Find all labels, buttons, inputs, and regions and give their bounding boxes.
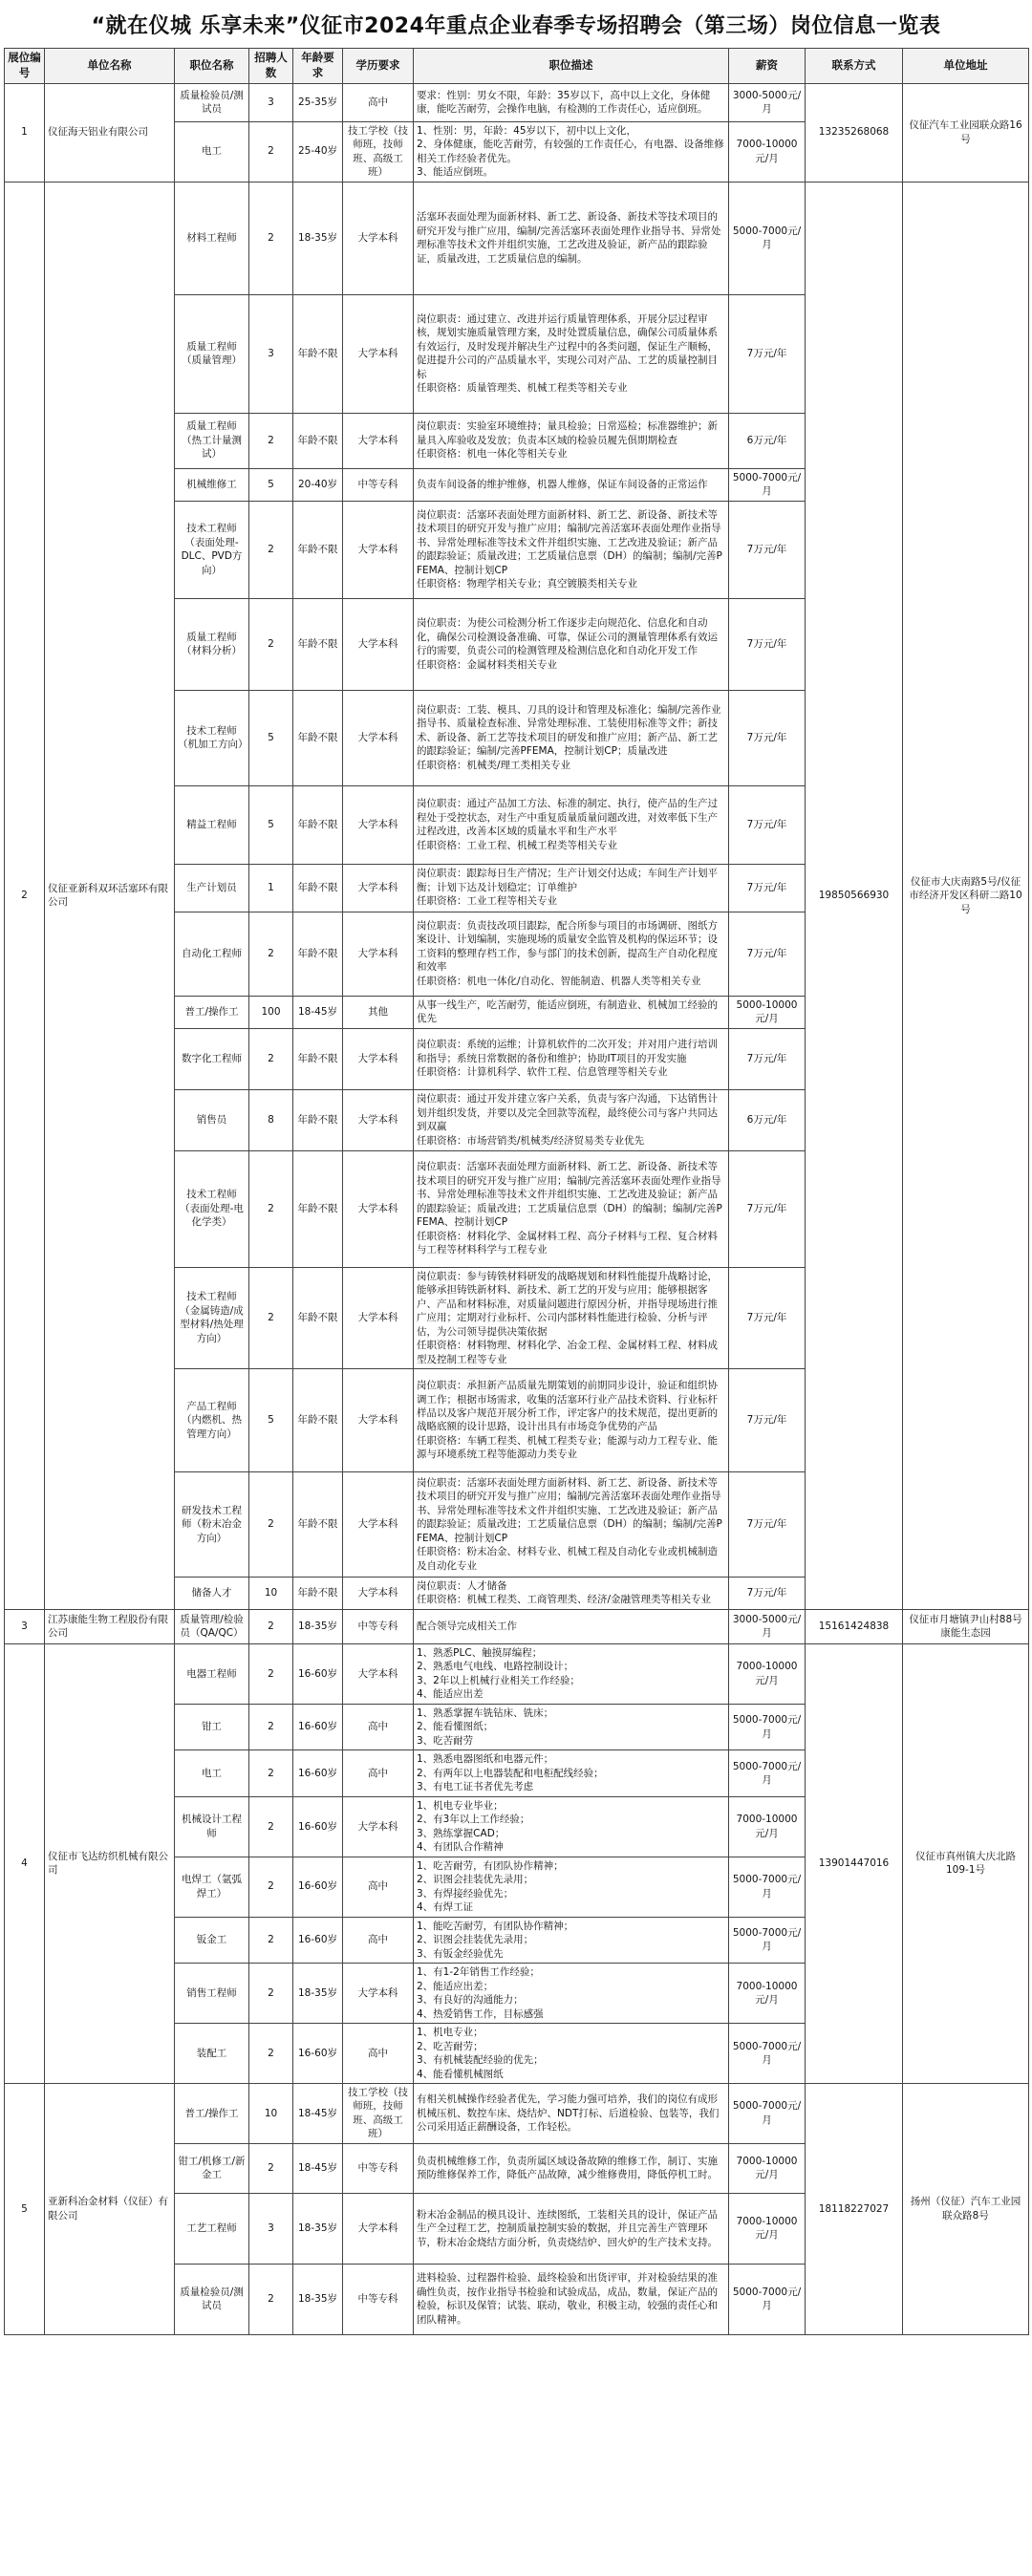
job-description: 岗位职责：工装、模具、刀具的设计和管理及标准化；编制/完善作业指导书、质量检查标准、异常处理标准、工装使用标准等文件；新技术、新设备、新工艺等技术项目的研发和推广应用；新产品、新工艺的跟踪验证；编制/完善PFEMA，控制计划CP；质量改进 任职资格：机械类/理工类相关专业 (414, 690, 729, 785)
job-count: 2 (249, 1857, 293, 1917)
company-phone: 19850566930 (806, 182, 903, 1609)
job-age: 年龄不限 (293, 1267, 343, 1368)
company-phone: 13235268068 (806, 83, 903, 182)
job-description: 1、吃苦耐劳，有团队协作精神； 2、识图会挂装优先录用； 3、有焊接经验优先； 4、有焊工证 (414, 1857, 729, 1917)
job-salary: 5000-7000元/月 (729, 1857, 806, 1917)
job-count: 3 (249, 83, 293, 121)
job-age: 年龄不限 (293, 690, 343, 785)
job-description: 有相关机械操作经验者优先，学习能力强可培养，我们的岗位有成形机械压机、数控车床、烧结炉、NDT打标、后道检验、包装等，我们公司采用适正薪酬设备，工作轻松。 (414, 2084, 729, 2144)
job-education: 高中 (343, 2024, 414, 2084)
job-age: 年龄不限 (293, 912, 343, 996)
job-title: 质量工程师（质量管理） (175, 294, 249, 413)
job-count: 2 (249, 1267, 293, 1368)
job-age: 18-45岁 (293, 996, 343, 1028)
job-description: 1、能吃苦耐劳，有团队协作精神； 2、识图会挂装优先录用； 3、有钣金经验优先 (414, 1917, 729, 1963)
job-education: 大学本科 (343, 1150, 414, 1267)
job-education: 高中 (343, 83, 414, 121)
company-address: 仪征市大庆南路5号/仪征市经济开发区科研二路10号 (903, 182, 1029, 1609)
job-age: 18-45岁 (293, 2143, 343, 2193)
table-row (5, 1609, 1029, 1643)
job-education: 大学本科 (343, 1267, 414, 1368)
column-header: 学历要求 (343, 49, 414, 84)
job-age: 16-60岁 (293, 1796, 343, 1857)
job-description: 岗位职责：为使公司检测分析工作逐步走向规范化、信息化和自动化，确保公司检测设备准确、可靠，保证公司的测量管理体系有效运行的需要，负责公司的检测管理及检测信息化和自动化开发工作 任职资格：金属材料类相关专业 (414, 598, 729, 690)
job-salary: 5000-7000元/月 (729, 1917, 806, 1963)
job-count: 2 (249, 1750, 293, 1796)
job-age: 18-35岁 (293, 2193, 343, 2264)
job-education: 大学本科 (343, 1796, 414, 1857)
company-address: 扬州（仪征）汽车工业园联众路8号 (903, 2084, 1029, 2335)
job-age: 年龄不限 (293, 294, 343, 413)
job-education: 大学本科 (343, 1577, 414, 1609)
job-description: 岗位职责：负责技改项目跟踪，配合所参与项目的市场调研、图纸方案设计、计划编制，实施现场的质量安全监管及机构的保运环节；设工资料的整理存档工作，参与部门的技术创新，提高生产自动化程度和效率 任职资格：机电一体化/自动化、智能制造、机器人类等相关专业 (414, 912, 729, 996)
job-salary: 5000-7000元/月 (729, 2024, 806, 2084)
company-name: 仪征亚新科双环活塞环有限公司 (45, 182, 175, 1609)
job-education: 中等专科 (343, 1609, 414, 1643)
job-age: 16-60岁 (293, 1917, 343, 1963)
job-salary: 5000-7000元/月 (729, 182, 806, 294)
job-education: 高中 (343, 1857, 414, 1917)
column-header: 职位名称 (175, 49, 249, 84)
job-age: 年龄不限 (293, 864, 343, 912)
company-phone: 18118227027 (806, 2084, 903, 2335)
job-title: 钳工/机修工/新金工 (175, 2143, 249, 2193)
table-row (5, 182, 1029, 294)
job-age: 年龄不限 (293, 1089, 343, 1150)
column-header: 职位描述 (414, 49, 729, 84)
job-count: 2 (249, 413, 293, 468)
job-description: 从事一线生产，吃苦耐劳，能适应倒班，有制造业、机械加工经验的优先 (414, 996, 729, 1028)
job-age: 16-60岁 (293, 1643, 343, 1704)
company-address: 仪征汽车工业园联众路16号 (903, 83, 1029, 182)
booth-number: 2 (5, 182, 45, 1609)
job-salary: 3000-5000元/月 (729, 83, 806, 121)
job-education: 大学本科 (343, 1368, 414, 1471)
job-count: 2 (249, 1471, 293, 1577)
job-description: 岗位职责：跟踪每日生产情况；生产计划交付达成；车间生产计划平衡；计划下达及计划稳定；订单维护 任职资格：工业工程等相关专业 (414, 864, 729, 912)
job-count: 2 (249, 2024, 293, 2084)
job-education: 大学本科 (343, 690, 414, 785)
job-age: 年龄不限 (293, 1471, 343, 1577)
job-education: 技工学校（技师班，技师班、高级工班） (343, 2084, 414, 2144)
job-description: 配合领导完成相关工作 (414, 1609, 729, 1643)
job-count: 2 (249, 1796, 293, 1857)
jobs-table (4, 48, 1029, 2335)
job-education: 大学本科 (343, 912, 414, 996)
job-age: 16-60岁 (293, 2024, 343, 2084)
column-header: 招聘人数 (249, 49, 293, 84)
job-title: 销售员 (175, 1089, 249, 1150)
job-title: 储备人才 (175, 1577, 249, 1609)
job-salary: 5000-7000元/月 (729, 2264, 806, 2334)
job-salary: 7000-10000元/月 (729, 121, 806, 182)
job-count: 10 (249, 2084, 293, 2144)
job-education: 高中 (343, 1750, 414, 1796)
job-age: 18-35岁 (293, 182, 343, 294)
job-count: 2 (249, 1643, 293, 1704)
job-title: 机械设计工程师 (175, 1796, 249, 1857)
column-header: 年龄要求 (293, 49, 343, 84)
job-title: 质量工程师（热工计量测试） (175, 413, 249, 468)
job-count: 2 (249, 1150, 293, 1267)
job-count: 2 (249, 912, 293, 996)
job-age: 年龄不限 (293, 1150, 343, 1267)
job-age: 18-35岁 (293, 2264, 343, 2334)
job-title: 生产计划员 (175, 864, 249, 912)
job-age: 25-40岁 (293, 121, 343, 182)
job-count: 2 (249, 1609, 293, 1643)
company-address: 仪征市月塘镇尹山村88号 康能生态园 (903, 1609, 1029, 1643)
job-salary: 7万元/年 (729, 501, 806, 598)
job-description: 岗位职责：通过产品加工方法、标准的制定、执行，使产品的生产过程处于受控状态，对生产中重复质量质量问题改进，对效率低下生产过程改进，改善本区域的质量水平和生产水平 任职资格：工业工程、机械工程类等相关专业 (414, 785, 729, 864)
job-salary: 7万元/年 (729, 1267, 806, 1368)
job-title: 研发技术工程师（粉末冶金方向） (175, 1471, 249, 1577)
booth-number: 3 (5, 1609, 45, 1643)
job-salary: 7万元/年 (729, 294, 806, 413)
page-title: “就在仪城 乐享未来”仪征市2024年重点企业春季专场招聘会（第三场）岗位信息一览表 (91, 14, 941, 38)
job-title: 质量工程师（材料分析） (175, 598, 249, 690)
job-salary: 7万元/年 (729, 785, 806, 864)
job-count: 3 (249, 294, 293, 413)
job-count: 2 (249, 2143, 293, 2193)
job-age: 16-60岁 (293, 1857, 343, 1917)
column-header: 单位名称 (45, 49, 175, 84)
job-age: 20-40岁 (293, 468, 343, 501)
job-salary: 7000-10000元/月 (729, 2143, 806, 2193)
job-title: 机械维修工 (175, 468, 249, 501)
table-row (5, 2084, 1029, 2144)
job-description: 1、熟悉PLC、触摸屏编程； 2、熟悉电气电线、电路控制设计； 3、2年以上机械行业相关工作经验； 4、能适应出差 (414, 1643, 729, 1704)
job-title: 自动化工程师 (175, 912, 249, 996)
job-age: 年龄不限 (293, 501, 343, 598)
job-age: 25-35岁 (293, 83, 343, 121)
job-salary: 3000-5000元/月 (729, 1609, 806, 1643)
job-salary: 7万元/年 (729, 1577, 806, 1609)
job-salary: 7万元/年 (729, 1368, 806, 1471)
job-count: 2 (249, 1917, 293, 1963)
job-description: 活塞环表面处理为面新材料、新工艺、新设备、新技术等技术项目的研究开发与推广应用，编制/完善活塞环表面处理作业指导书、异常处理标准等技术文件并组织实施，工艺改进及验证，新产品的跟踪验证，质量改进，工艺质量信息的编制。 (414, 182, 729, 294)
job-description: 岗位职责：通过开发并建立客户关系，负责与客户沟通，下达销售计划并组织发货，并要以及完全回款等流程，最终使公司与客户共同达到双赢 任职资格：市场营销类/机械类/经济贸易类专业优先 (414, 1089, 729, 1150)
job-education: 大学本科 (343, 1964, 414, 2024)
job-title: 质量管理/检验员（QA/QC） (175, 1609, 249, 1643)
company-address: 仪征市真州镇大庆北路109-1号 (903, 1643, 1029, 2083)
job-title: 质量检验员/测试员 (175, 2264, 249, 2334)
job-education: 高中 (343, 1917, 414, 1963)
job-education: 其他 (343, 996, 414, 1028)
job-title: 技术工程师（表面处理-电化学类） (175, 1150, 249, 1267)
job-age: 16-60岁 (293, 1750, 343, 1796)
job-education: 高中 (343, 1704, 414, 1750)
job-count: 2 (249, 1028, 293, 1089)
job-salary: 7万元/年 (729, 690, 806, 785)
booth-number: 5 (5, 2084, 45, 2335)
job-education: 中等专科 (343, 2143, 414, 2193)
job-title: 工艺工程师 (175, 2193, 249, 2264)
job-education: 大学本科 (343, 598, 414, 690)
company-name: 江苏康能生物工程股份有限公司 (45, 1609, 175, 1643)
job-count: 5 (249, 1368, 293, 1471)
job-title: 普工/操作工 (175, 2084, 249, 2144)
job-age: 18-35岁 (293, 1609, 343, 1643)
job-description: 岗位职责：人才储备 任职资格：机械工程类、工商管理类、经济/金融管理类等相关专业 (414, 1577, 729, 1609)
job-salary: 5000-10000元/月 (729, 996, 806, 1028)
job-education: 技工学校（技师班，技师班、高级工班） (343, 121, 414, 182)
column-header: 联系方式 (806, 49, 903, 84)
job-title: 电工 (175, 121, 249, 182)
booth-number: 4 (5, 1643, 45, 2083)
job-age: 年龄不限 (293, 1368, 343, 1471)
job-salary: 7万元/年 (729, 598, 806, 690)
table-body (5, 83, 1029, 2334)
column-header: 薪资 (729, 49, 806, 84)
job-salary: 7000-10000元/月 (729, 1643, 806, 1704)
job-age: 年龄不限 (293, 413, 343, 468)
job-education: 大学本科 (343, 864, 414, 912)
job-description: 负责车间设备的维护维修，机器人维修，保证车间设备的正常运作 (414, 468, 729, 501)
job-salary: 7000-10000元/月 (729, 2193, 806, 2264)
job-education: 中等专科 (343, 2264, 414, 2334)
job-description: 1、熟悉电器图纸和电器元件； 2、有两年以上电器装配和电柜配线经验； 3、有电工证书者优先考虑 (414, 1750, 729, 1796)
job-age: 年龄不限 (293, 598, 343, 690)
job-education: 中等专科 (343, 468, 414, 501)
job-title: 钳工 (175, 1704, 249, 1750)
job-title: 技术工程师（表面处理-DLC、PVD方向） (175, 501, 249, 598)
job-description: 岗位职责：活塞环表面处理方面新材料、新工艺、新设备、新技术等技术项目的研究开发与推广应用；编制/完善活塞环表面处理作业指导书、异常处理标准等技术文件并组织实施、工艺改进及验证；新产品的跟踪验证；质量改进；工艺质量信息票（DH）的编制；编制/完善PFEMA、控制计划CP 任职资格：物理学相关专业；真空镀膜类相关专业 (414, 501, 729, 598)
job-description: 岗位职责：实验室环境维持；量具检验；日常巡检；标准器维护；新量具入库验收及发放；负责本区域的检验员履先俱期期检查 任职资格：机电一体化等相关专业 (414, 413, 729, 468)
job-description: 1、机电专业； 2、吃苦耐劳； 3、有机械装配经验的优先； 4、能看懂机械图纸 (414, 2024, 729, 2084)
job-count: 2 (249, 182, 293, 294)
job-education: 大学本科 (343, 1028, 414, 1089)
job-salary: 7000-10000元/月 (729, 1964, 806, 2024)
job-description: 岗位职责：活塞环表面处理方面新材料、新工艺、新设备、新技术等技术项目的研究开发与推广应用；编制/完善活塞环表面处理作业指导书、异常处理标准等技术文件并组织实施、工艺改进及验证；新产品的跟踪验证；质量改进；工艺质量信息票（DH）的编制；编制/完善PFEMA、控制计划CP 任职资格：粉末冶金、材料专业、机械工程及自动化专业或机械制造及自动化专业 (414, 1471, 729, 1577)
job-count: 2 (249, 121, 293, 182)
job-salary: 7万元/年 (729, 1028, 806, 1089)
company-phone: 15161424838 (806, 1609, 903, 1643)
job-title: 技术工程师（金属铸造/成型材料/热处理方向） (175, 1267, 249, 1368)
job-title: 精益工程师 (175, 785, 249, 864)
company-name: 亚新科冶金材料（仪征）有限公司 (45, 2084, 175, 2335)
job-description: 1、有1-2年销售工作经验； 2、能适应出差； 3、有良好的沟通能力； 4、热爱销售工作，目标感强 (414, 1964, 729, 2024)
booth-number: 1 (5, 83, 45, 182)
job-title: 材料工程师 (175, 182, 249, 294)
job-age: 年龄不限 (293, 1577, 343, 1609)
column-header: 单位地址 (903, 49, 1029, 84)
job-description: 进料检验、过程器件检验、最终检验和出货评审，并对检验结果的准确性负责，按作业指导书检验和试验成品，成品，数量，保证产品的检验，标识及保管；试装、联动，敬业，积极主动，较强的责任心和团队精神。 (414, 2264, 729, 2334)
job-description: 粉末冶金制品的模具设计、连续图纸，工装相关具的设计，保证产品生产全过程工艺，控制质量控制实验的数据，并且完善生产管理环节，粉末冶金烧结方面分析，负责烧结炉、回火炉的生产技术支持。 (414, 2193, 729, 2264)
job-count: 10 (249, 1577, 293, 1609)
job-description: 岗位职责：通过建立、改进并运行质量管理体系，开展分层过程审核，规划实施质量管理方案，及时处置质量信息，确保公司质量体系有效运行，及时发现并解决生产过程中的各类问题，保证生产顺畅，促进提升公司的产品质量水平，实现公司对产品、工艺的质量控制目标 任职资格：质量管理类、机械工程类等相关专业 (414, 294, 729, 413)
job-salary: 7万元/年 (729, 912, 806, 996)
job-education: 大学本科 (343, 1471, 414, 1577)
job-title: 装配工 (175, 2024, 249, 2084)
table-row (5, 83, 1029, 121)
job-education: 大学本科 (343, 501, 414, 598)
job-salary: 5000-7000元/月 (729, 468, 806, 501)
job-description: 负责机械维修工作，负责所属区域设备故障的维修工作，制订、实施预防维修保养工作，降低产品故障，减少维修费用，降低停机工时。 (414, 2143, 729, 2193)
job-education: 大学本科 (343, 182, 414, 294)
job-count: 2 (249, 598, 293, 690)
company-name: 仪征海天铝业有限公司 (45, 83, 175, 182)
job-salary: 5000-7000元/月 (729, 1704, 806, 1750)
job-count: 5 (249, 785, 293, 864)
job-salary: 5000-7000元/月 (729, 1750, 806, 1796)
company-phone: 13901447016 (806, 1643, 903, 2083)
table-row (5, 1643, 1029, 1704)
job-title: 电焊工（氩弧焊工） (175, 1857, 249, 1917)
column-header: 展位编号 (5, 49, 45, 84)
job-count: 100 (249, 996, 293, 1028)
job-description: 岗位职责：参与铸铁材料研发的战略规划和材料性能提升战略讨论，能够承担铸铁新材料、新技术、新工艺的开发与应用；能够根据客户、产品和材料标准，对质量问题进行原因分析，并指导现场进行推广应用；定期对行业标杆、公司内部材料性能进行检验、分析与评估，为公司领导提供决策依据 任职资格：材料物理、材料化学、冶金工程、金属材料工程、材料成型及控制工程等专业 (414, 1267, 729, 1368)
job-age: 18-45岁 (293, 2084, 343, 2144)
job-education: 大学本科 (343, 785, 414, 864)
job-education: 大学本科 (343, 1643, 414, 1704)
job-salary: 6万元/年 (729, 413, 806, 468)
job-count: 2 (249, 2264, 293, 2334)
job-age: 18-35岁 (293, 1964, 343, 2024)
job-count: 1 (249, 864, 293, 912)
job-title: 销售工程师 (175, 1964, 249, 2024)
job-salary: 7000-10000元/月 (729, 1796, 806, 1857)
job-count: 5 (249, 468, 293, 501)
job-salary: 7万元/年 (729, 864, 806, 912)
job-description: 1、机电专业毕业； 2、有3年以上工作经验； 3、熟练掌握CAD； 4、有团队合作精神 (414, 1796, 729, 1857)
job-title: 钣金工 (175, 1917, 249, 1963)
job-age: 16-60岁 (293, 1704, 343, 1750)
job-education: 大学本科 (343, 2193, 414, 2264)
job-title: 普工/操作工 (175, 996, 249, 1028)
job-education: 大学本科 (343, 1089, 414, 1150)
job-title: 电工 (175, 1750, 249, 1796)
job-description: 岗位职责：系统的运维；计算机软件的二次开发；并对用户进行培训和指导；系统日常数据的备份和维护；协助IT项目的开发实施 任职资格：计算机科学、软件工程、信息管理等相关专业 (414, 1028, 729, 1089)
job-title: 电器工程师 (175, 1643, 249, 1704)
job-salary: 6万元/年 (729, 1089, 806, 1150)
job-description: 要求：性别：男女不限，年龄：35岁以下，高中以上文化，身体健康，能吃苦耐劳，会操作电脑，有检测的工作责任心，适应倒班。 (414, 83, 729, 121)
job-count: 2 (249, 1964, 293, 2024)
job-count: 5 (249, 690, 293, 785)
job-title: 产品工程师（内燃机、热管理方向） (175, 1368, 249, 1471)
job-title: 技术工程师（机加工方向） (175, 690, 249, 785)
job-age: 年龄不限 (293, 1028, 343, 1089)
job-description: 岗位职责：活塞环表面处理方面新材料、新工艺、新设备、新技术等技术项目的研究开发与推广应用；编制/完善活塞环表面处理作业指导书、异常处理标准等技术文件并组织实施、工艺改进及验证；新产品的跟踪验证；质量改进；工艺质量信息票（DH）的编制；编制/完善PFEMA、控制计划CP 任职资格：材料化学、金属材料工程、高分子材料与工程、复合材料与工程等材料科学与工程专业 (414, 1150, 729, 1267)
company-name: 仪征市飞达纺织机械有限公司 (45, 1643, 175, 2083)
job-description: 岗位职责：承担新产品质量先期策划的前期同步设计，验证和组织协调工作；根据市场需求，收集的活塞环行业产品技术资料、行业标杆样品以及客户规范开展分析工作，评定客户的技术规范，提出更新的战略底额的设计思路，设计出具有市场竞争优势的产品 任职资格：车辆工程类、机械工程类专业；能源与动力工程专业、能源与环境系统工程等能源动力类专业 (414, 1368, 729, 1471)
job-description: 1、性别：男，年龄：45岁以下，初中以上文化， 2、身体健康，能吃苦耐劳，有较强的工作责任心，有电器、设备维修相关工作经验者优先。 3、能适应倒班。 (414, 121, 729, 182)
job-count: 3 (249, 2193, 293, 2264)
job-salary: 5000-7000元/月 (729, 2084, 806, 2144)
job-education: 大学本科 (343, 413, 414, 468)
job-salary: 7万元/年 (729, 1471, 806, 1577)
job-title: 数字化工程师 (175, 1028, 249, 1089)
job-salary: 7万元/年 (729, 1150, 806, 1267)
table-header (5, 49, 1029, 84)
job-age: 年龄不限 (293, 785, 343, 864)
job-count: 8 (249, 1089, 293, 1150)
job-count: 2 (249, 501, 293, 598)
job-education: 大学本科 (343, 294, 414, 413)
job-count: 2 (249, 1704, 293, 1750)
job-description: 1、熟悉掌握车铣钻床、铣床； 2、能看懂图纸； 3、吃苦耐劳 (414, 1704, 729, 1750)
job-title: 质量检验员/测试员 (175, 83, 249, 121)
